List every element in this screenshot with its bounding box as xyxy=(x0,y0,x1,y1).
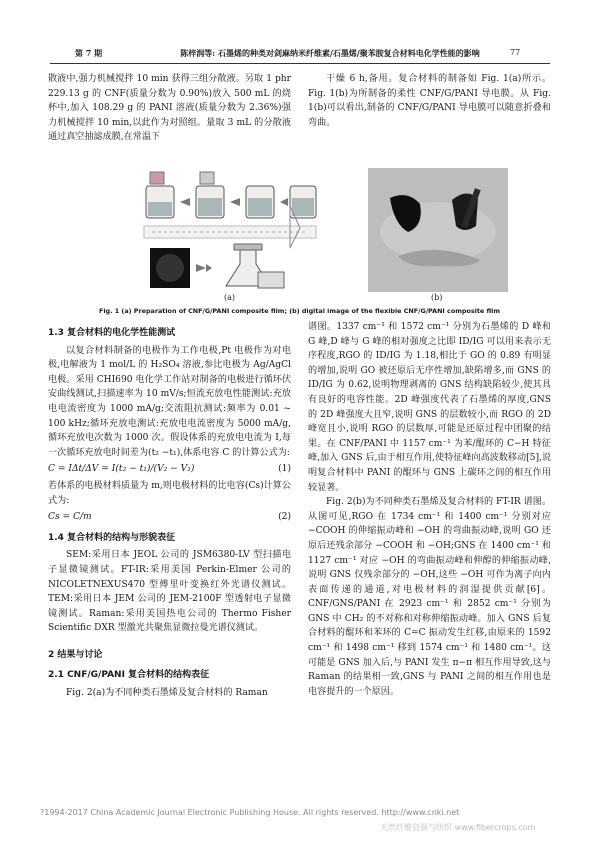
copyright-notice: ?1994-2017 China Academic Journal Electronic Publishing House. All rights reserved. http://www.cnki.net xyxy=(40,808,460,817)
page-number: 77 xyxy=(510,48,521,57)
issue-label: 第 7 期 xyxy=(75,48,103,58)
section-heading: 2 结果与讨论 xyxy=(48,649,103,660)
paragraph: 以复合材料制备的电极作为工作电极,Pt 电极作为对电极,电解液为 1 mol/L 的 H₂SO₄ 溶液,参比电极为 Ag/AgCl 电极。采用 CHI690 电化学工作站对制备的电极进行循环伏安曲线测试,扫描速率为 10 mV/s;恒流充放电性能测试:充放电电流密度为 1000 mA/g;交流阻抗测试:频率为 0.01 ~ 100 kHz;循环充放电测试:充放电电流密度为 5000 mA/g,循环充放电次数为 1000 次。假设体系的充放电电流为 I,每一次循环充放电时间差为(t₂ −t₁),体系电容 C 的计算公式为: xyxy=(48,345,291,458)
equation-2 xyxy=(48,510,291,525)
figure-1 xyxy=(48,168,551,303)
film-photo xyxy=(368,168,508,292)
figure-label-b: (b) xyxy=(431,293,443,302)
equation-number: (2) xyxy=(278,512,291,523)
paragraph: 散液中,强力机械搅拌 10 min 获得三组分散液。另取 1 phr 229.13 g 的 CNF(质量分数为 0.90%)放入 500 mL 的烧杯中,加入 108.29 g 的 PANI 溶液(质量分数为 2.36%)强力机械搅拌 10 min,以此作为对照组。量取 3 mL 的分散液通过真空抽滤成膜,在常温下 xyxy=(48,74,291,143)
right-column-top xyxy=(308,72,551,130)
header-rule xyxy=(50,63,550,64)
equation-text: Cs = C/m xyxy=(48,512,92,523)
section-heading: 1.4 复合材料的结构与形貌表征 xyxy=(48,532,176,543)
equation-1 xyxy=(48,462,291,477)
paragraph: 干燥 6 h,备用。复合材料的制备如 Fig. 1(a)所示。Fig. 1(b)为所制备的柔性 CNF/G/PANI 导电膜。从 Fig. 1(b)可以看出,制备的 CNF/G/PANI 导电膜可以随意折叠和弯曲。 xyxy=(308,74,551,128)
figure-caption: Fig. 1 (a) Preparation of CNF/G/PANI composite film; (b) digital image of the flexible CNF/G/PANI composite film xyxy=(98,307,501,315)
left-column xyxy=(48,320,291,701)
right-column xyxy=(308,320,551,699)
page-footer xyxy=(40,808,555,817)
paragraph: SEM:采用日本 JEOL 公司的 JSM6380-LV 型扫描电子显微镜测试。FT-IR:采用美国 Perkin-Elmer 公司的 NICOLETNEXUS470 型傅里叶变换红外光谱仪测试。TEM:采用日本 JEM 公司的 JEM-2100F 型透射电子显微镜测试。Raman:采用美国热电公司的 Thermo Fisher Scientific DXR 型激光共聚焦显微拉曼光谱仪测试。 xyxy=(48,550,291,634)
figure-label-a: (a) xyxy=(224,293,236,302)
paragraph: Fig. 2(b)为不同种类石墨烯及复合材料的 FT-IR 谱图。从图可见,RGO 在 1734 cm⁻¹ 和 1400 cm⁻¹ 分别对应 −COOH 的伸缩振动峰和 −OH 的弯曲振动峰,说明 GO 还原后还残余部分 −COOH 和 −OH;GNS 在 1400 cm⁻¹ 和 1127 cm⁻¹ 对应 −OH 的弯曲振动峰和伸醇的伸缩振动峰,说明 GNS 仅残余部分的 −OH,这些 −OH 可作为离子向内表面传递的通道,对电极材料的润湿提供贡献[6]。CNF/GNS/PANI 在 2923 cm⁻¹ 和 2852 cm⁻¹ 分别为 GNS 中 CH₂ 的不对称和对称伸缩振动峰。加入 GNS 后复合材料的醌环和苯环的 C=C 振动发生红移,由原来的 1592 cm⁻¹ 和 1498 cm⁻¹ 移到 1574 cm⁻¹ 和 1480 cm⁻¹。这可能是 GNS 加入后,与 PANI 发生 π−π 相互作用导致,这与 Raman 的结果相一致,GNS 与 PANI 之间的相互作用也是电容提升的一个原因。 xyxy=(308,497,551,697)
equation-text: C = IΔt/ΔV = I(t₂ − t₁)/(V₂ − V₁) xyxy=(48,464,195,475)
left-column-top xyxy=(48,72,291,145)
subsection-heading: 2.1 CNF/G/PANI 复合材料的结构表征 xyxy=(48,670,210,681)
paragraph: 谱图。1337 cm⁻¹ 和 1572 cm⁻¹ 分别为石墨烯的 D 峰和 G 峰,D 峰与 G 峰的相对强度之比即 ID/IG 可以用来表示无序程度,RGO 的 ID/IG 为 1.18,相比于 GO 的 0.89 有明显的增加,说明 GO 被还原后无序性增加,缺陷增多,而 GNS 的 ID/IG 为 0.62,说明物理剥离的 GNS 结构缺陷较少,使其具有良好的电容性能。2D 峰强度代表了石墨烯的厚度,GNS 的 2D 峰强度大且窄,说明 GNS 的层数较小,而 RGO 的 2D 峰宽且小,说明 RGO 的层数厚,可能是还原过程中团聚的结果。在 CNF/PANI 中 1157 cm⁻¹ 为苯/醌环的 C−H 特征峰,加入 GNS 后,由于相互作用,使特征峰向高波数移动[5],说明复合材料中 PANI 的醌环与 GNS 上碳环之间的相互作用较显著。 xyxy=(308,322,551,493)
paragraph: Fig. 2(a)为不同种类石墨烯及复合材料的 Raman xyxy=(66,688,268,699)
running-title: 陈梓润等: 石墨烯的种类对剑麻纳米纤维素/石墨烯/聚苯胺复合材料电化学性能的影响 xyxy=(180,48,480,58)
watermark: 天然纤维资源与纺织 www.fibercrops.com xyxy=(380,823,536,832)
paragraph: 若体系的电极材料质量为 m,则电极材料的比电容(Cs)计算公式为: xyxy=(48,480,291,506)
equation-number: (1) xyxy=(278,464,291,475)
running-header xyxy=(0,48,595,62)
section-heading: 1.3 复合材料的电化学性能测试 xyxy=(48,328,176,338)
preparation-schematic xyxy=(140,168,320,292)
